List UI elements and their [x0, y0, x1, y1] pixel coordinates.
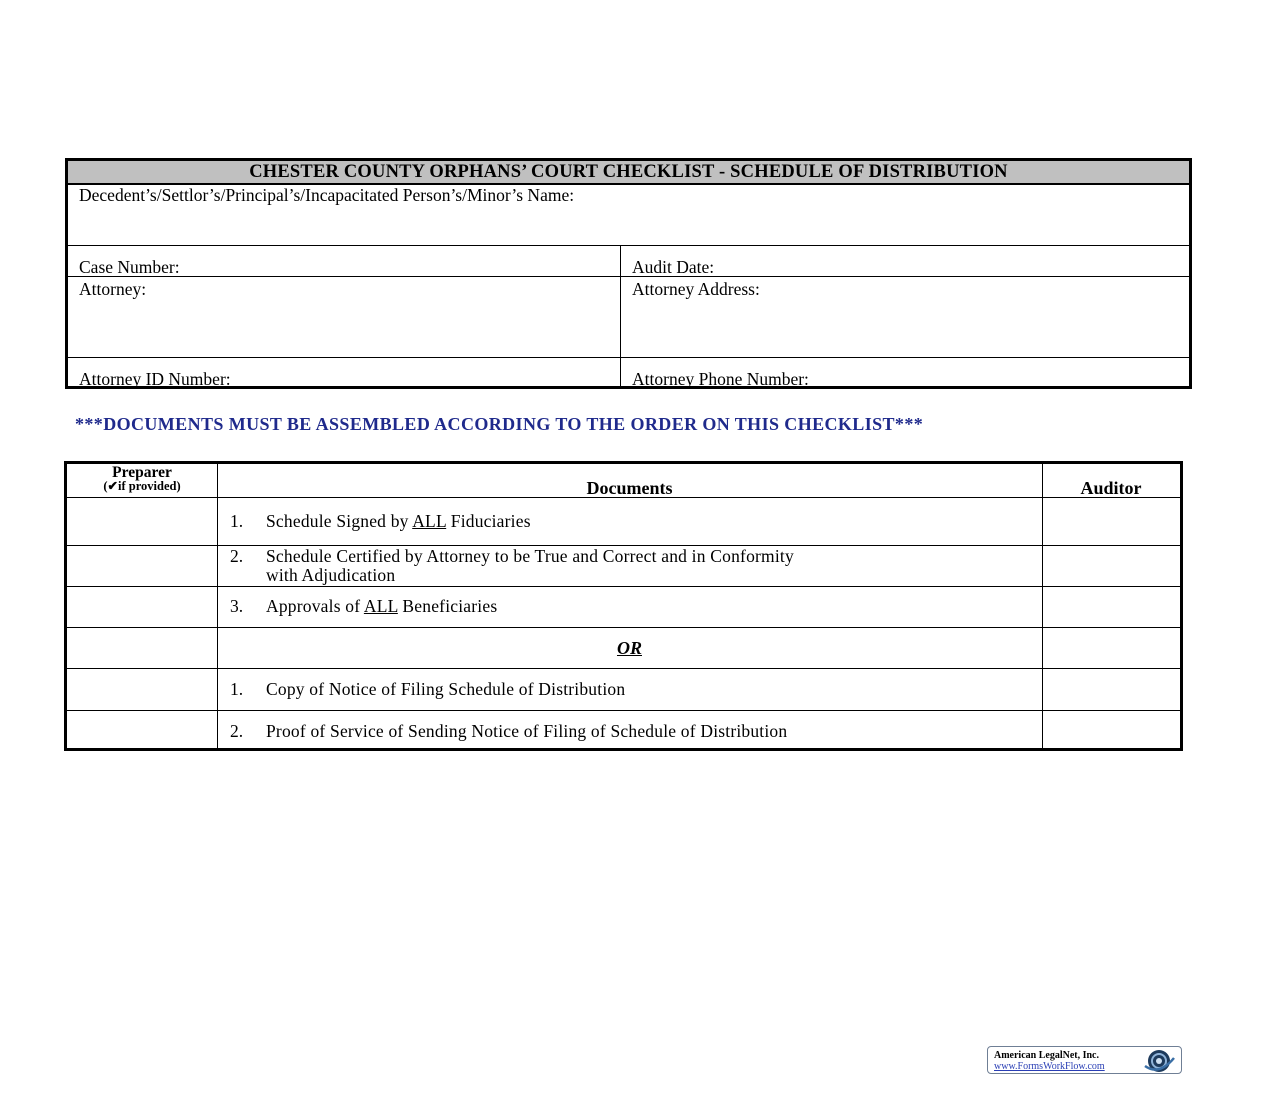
row-divider [67, 497, 1180, 498]
checklist-item: Copy of Notice of Filing Schedule of Distribution [266, 679, 626, 699]
column-divider [217, 464, 218, 748]
checklist-item: Schedule Certified by Attorney to be True and Correct and in Conformity with Adjudication [266, 546, 794, 585]
name-field-label: Decedent’s/Settlor’s/Principal’s/Incapacitated Person’s/Minor’s Name: [79, 185, 575, 205]
audit-date-label: Audit Date: [632, 257, 715, 277]
assembly-notice: ***DOCUMENTS MUST BE ASSEMBLED ACCORDING TO THE ORDER ON THIS CHECKLIST*** [75, 414, 924, 434]
item-number: 2. [230, 546, 244, 566]
divider [68, 357, 1189, 358]
row-divider [67, 668, 1180, 669]
divider [68, 276, 1189, 277]
preparer-header-label: Preparer [112, 464, 172, 481]
column-divider [1042, 464, 1043, 748]
emphasis-all: ALL [363, 596, 398, 616]
form-title: CHESTER COUNTY ORPHANS’ COURT CHECKLIST - SCHEDULE OF DISTRIBUTION [68, 161, 1189, 185]
american-legalnet-logo[interactable] [987, 1046, 1182, 1074]
row-divider [67, 627, 1180, 628]
preparer-column-header [67, 465, 217, 493]
attorney-id-label: Attorney ID Number: [79, 369, 231, 389]
or-separator: OR [616, 638, 642, 658]
row-divider [67, 710, 1180, 711]
case-info-form [65, 158, 1192, 389]
logo-company-name: American LegalNet, Inc. [994, 1050, 1099, 1061]
documents-column-header: Documents [586, 478, 673, 498]
checklist-item: Schedule Signed by ALL Fiduciaries [266, 511, 531, 531]
emphasis-all: ALL [412, 511, 447, 531]
item-number: 1. [230, 679, 244, 699]
divider [68, 245, 1189, 246]
globe-swirl-icon [1141, 1048, 1177, 1074]
column-divider [620, 245, 621, 386]
logo-url-link[interactable]: www.FormsWorkFlow.com [994, 1061, 1105, 1072]
item-number: 1. [230, 511, 244, 531]
documents-checklist-table [64, 461, 1183, 751]
item-number: 3. [230, 596, 244, 616]
item-number: 2. [230, 721, 244, 741]
auditor-column-header: Auditor [1080, 478, 1142, 498]
row-divider [67, 586, 1180, 587]
attorney-phone-label: Attorney Phone Number: [632, 369, 809, 389]
checklist-item: Proof of Service of Sending Notice of Filing of Schedule of Distribution [266, 721, 788, 741]
attorney-label: Attorney: [79, 279, 147, 299]
case-number-label: Case Number: [79, 257, 180, 277]
attorney-address-label: Attorney Address: [632, 279, 760, 299]
preparer-header-sublabel: (✔if provided) [103, 479, 181, 493]
checklist-item: Approvals of ALL Beneficiaries [266, 596, 498, 616]
